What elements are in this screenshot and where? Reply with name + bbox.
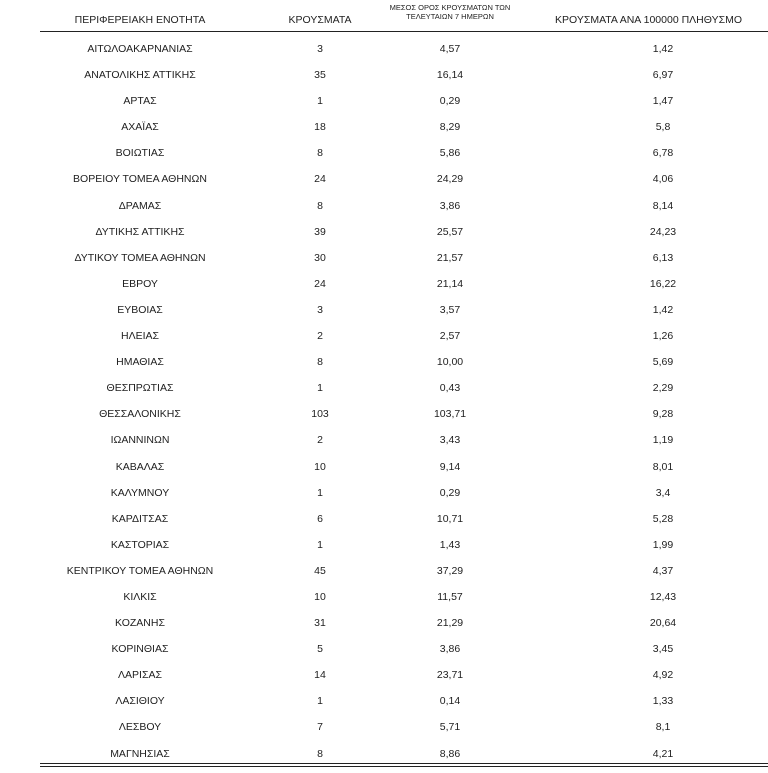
cell-avg7: 0,29: [439, 95, 461, 108]
cell-cases: 14: [314, 669, 326, 682]
cell-region: ΛΑΡΙΣΑΣ: [118, 669, 162, 682]
cell-avg7: 8,29: [439, 121, 461, 134]
cell-per100k: 4,37: [652, 564, 674, 577]
cell-cases: 24: [314, 277, 326, 290]
footer-rule: [40, 763, 768, 764]
cell-per100k: 3,4: [655, 486, 671, 499]
cell-cases: 1: [317, 695, 323, 708]
table-row: [0, 584, 768, 610]
cell-avg7: 5,86: [439, 147, 461, 160]
cell-avg7: 0,43: [439, 382, 461, 395]
cell-per100k: 6,78: [652, 147, 674, 160]
cell-per100k: 8,01: [652, 460, 674, 473]
cell-avg7: 21,57: [436, 251, 464, 264]
table-row: [0, 506, 768, 532]
cell-region: ΚΟΖΑΝΗΣ: [115, 617, 165, 630]
cell-cases: 103: [311, 408, 329, 421]
cell-per100k: 5,69: [652, 356, 674, 369]
cell-region: ΕΥΒΟΙΑΣ: [117, 303, 163, 316]
cell-avg7: 37,29: [436, 564, 464, 577]
table-row: [0, 193, 768, 219]
cell-cases: 10: [314, 590, 326, 603]
cell-region: ΚΑΣΤΟΡΙΑΣ: [110, 538, 170, 551]
cell-region: ΑΧΑΪΑΣ: [121, 121, 159, 134]
cell-cases: 18: [314, 121, 326, 134]
table-row: [0, 662, 768, 688]
cell-cases: 5: [317, 643, 323, 656]
cell-region: ΛΕΣΒΟΥ: [118, 721, 162, 734]
cell-avg7: 21,29: [436, 617, 464, 630]
cell-per100k: 1,19: [652, 434, 674, 447]
cell-avg7: 24,29: [436, 173, 464, 186]
cell-region: ΒΟΡΕΙΟΥ ΤΟΜΕΑ ΑΘΗΝΩΝ: [73, 173, 207, 186]
table-row: [0, 219, 768, 245]
cell-cases: 8: [317, 147, 323, 160]
cell-cases: 2: [317, 434, 323, 447]
cell-avg7: 9,14: [439, 460, 461, 473]
cell-region: ΑΡΤΑΣ: [123, 95, 157, 108]
cell-region: ΗΛΕΙΑΣ: [120, 330, 159, 343]
cell-avg7: 23,71: [436, 669, 464, 682]
cell-per100k: 12,43: [649, 590, 677, 603]
cell-cases: 1: [317, 486, 323, 499]
cell-avg7: 25,57: [436, 225, 464, 238]
cell-per100k: 1,26: [652, 330, 674, 343]
cell-cases: 8: [317, 356, 323, 369]
cell-cases: 7: [317, 721, 323, 734]
cell-per100k: 6,97: [652, 69, 674, 82]
cell-avg7: 8,86: [439, 747, 461, 760]
cell-avg7: 1,43: [439, 538, 461, 551]
cell-per100k: 1,33: [652, 695, 674, 708]
cell-per100k: 1,47: [652, 95, 674, 108]
cell-cases: 10: [314, 460, 326, 473]
table-row: [0, 323, 768, 349]
table-row: [0, 88, 768, 114]
cell-region: ΚΑΛΥΜΝΟΥ: [110, 486, 170, 499]
cell-cases: 2: [317, 330, 323, 343]
cell-cases: 1: [317, 95, 323, 108]
table-row: [0, 636, 768, 662]
cell-per100k: 16,22: [649, 277, 677, 290]
cell-cases: 8: [317, 199, 323, 212]
cell-per100k: 6,13: [652, 251, 674, 264]
table-row: [0, 558, 768, 584]
cell-region: ΚΑΒΑΛΑΣ: [115, 460, 165, 473]
table-row: [0, 297, 768, 323]
cell-cases: 8: [317, 747, 323, 760]
cell-per100k: 1,42: [652, 303, 674, 316]
table-body: [0, 36, 768, 767]
table-row: [0, 140, 768, 166]
cell-avg7: 16,14: [436, 69, 464, 82]
header-avg7: ΜΕΣΟΣ ΟΡΟΣ ΚΡΟΥΣΜΑΤΩΝ ΤΩΝ ΤΕΛΕΥΤΑΙΩΝ 7 ΗΜΕΡΩΝ: [389, 3, 511, 21]
cell-avg7: 4,57: [439, 43, 461, 55]
cell-cases: 3: [317, 43, 323, 55]
cell-per100k: 8,14: [652, 199, 674, 212]
table-row: [0, 271, 768, 297]
table-row: [0, 427, 768, 453]
cell-avg7: 3,86: [439, 199, 461, 212]
cell-avg7: 0,29: [439, 486, 461, 499]
cell-region: ΘΕΣΣΑΛΟΝΙΚΗΣ: [99, 408, 181, 421]
cell-cases: 35: [314, 69, 326, 82]
header-per100k: ΚΡΟΥΣΜΑΤΑ ΑΝΑ 100000 ΠΛΗΘΥΣΜΟ: [555, 14, 742, 26]
cell-region: ΕΒΡΟΥ: [122, 277, 158, 290]
cell-region: ΔΥΤΙΚΗΣ ΑΤΤΙΚΗΣ: [95, 225, 185, 238]
cell-cases: 24: [314, 173, 326, 186]
cell-avg7: 3,86: [439, 643, 461, 656]
cell-per100k: 2,29: [652, 382, 674, 395]
footer-rule-double: [40, 766, 768, 767]
cell-per100k: 5,8: [655, 121, 671, 134]
table-row: [0, 610, 768, 636]
table-row: [0, 480, 768, 506]
cell-per100k: 5,28: [652, 512, 674, 525]
cell-cases: 1: [317, 538, 323, 551]
table-row: [0, 454, 768, 480]
cell-region: ΚΙΛΚΙΣ: [123, 590, 157, 603]
cell-avg7: 0,14: [439, 695, 461, 708]
cell-avg7: 10,00: [436, 356, 464, 369]
cell-per100k: 4,92: [652, 669, 674, 682]
cell-avg7: 5,71: [439, 721, 461, 734]
cell-per100k: 20,64: [649, 617, 677, 630]
cell-avg7: 10,71: [436, 512, 464, 525]
table-row: [0, 62, 768, 88]
table-row: [0, 688, 768, 714]
cell-avg7: 3,43: [439, 434, 461, 447]
cell-region: ΒΟΙΩΤΙΑΣ: [115, 147, 165, 160]
cell-avg7: 2,57: [439, 330, 461, 343]
cell-region: ΔΡΑΜΑΣ: [118, 199, 162, 212]
table-row: [0, 114, 768, 140]
cell-per100k: 4,21: [652, 747, 674, 760]
header-region: ΠΕΡΙΦΕΡΕΙΑΚΗ ΕΝΟΤΗΤΑ: [74, 14, 206, 26]
cell-region: ΚΕΝΤΡΙΚΟΥ ΤΟΜΕΑ ΑΘΗΝΩΝ: [66, 564, 214, 577]
header-cases: ΚΡΟΥΣΜΑΤΑ: [288, 14, 352, 26]
cell-region: ΔΥΤΙΚΟΥ ΤΟΜΕΑ ΑΘΗΝΩΝ: [74, 251, 206, 264]
table-row: [0, 401, 768, 427]
table-header: [0, 0, 768, 32]
cell-region: ΑΙΤΩΛΟΑΚΑΡΝΑΝΙΑΣ: [87, 43, 193, 55]
cell-per100k: 3,45: [652, 643, 674, 656]
cell-per100k: 9,28: [652, 408, 674, 421]
cell-per100k: 1,99: [652, 538, 674, 551]
cell-avg7: 11,57: [437, 590, 463, 603]
cell-region: ΚΑΡΔΙΤΣΑΣ: [111, 512, 169, 525]
cell-region: ΚΟΡΙΝΘΙΑΣ: [111, 643, 169, 656]
table-row: [0, 245, 768, 271]
cell-avg7: 21,14: [436, 277, 464, 290]
cell-per100k: 24,23: [649, 225, 677, 238]
table-row: [0, 714, 768, 740]
table-row: [0, 375, 768, 401]
cell-region: ΘΕΣΠΡΩΤΙΑΣ: [106, 382, 174, 395]
cell-per100k: 4,06: [652, 173, 674, 186]
cell-avg7: 103,71: [433, 408, 467, 421]
cell-avg7: 3,57: [439, 303, 461, 316]
cell-cases: 3: [317, 303, 323, 316]
table-row: [0, 166, 768, 192]
cell-cases: 39: [314, 225, 326, 238]
cell-region: ΑΝΑΤΟΛΙΚΗΣ ΑΤΤΙΚΗΣ: [84, 69, 196, 82]
header-rule: [40, 31, 768, 32]
table-row: [0, 349, 768, 375]
table-row: [0, 36, 768, 62]
cell-region: ΜΑΓΝΗΣΙΑΣ: [110, 747, 170, 760]
cell-per100k: 8,1: [655, 721, 671, 734]
cell-region: ΛΑΣΙΘΙΟΥ: [115, 695, 165, 708]
table-row: [0, 532, 768, 558]
cell-cases: 30: [314, 251, 326, 264]
cell-per100k: 1,42: [652, 43, 674, 55]
cell-region: ΙΩΑΝΝΙΝΩΝ: [110, 434, 170, 447]
cell-cases: 6: [317, 512, 323, 525]
cell-cases: 31: [314, 617, 326, 630]
cell-region: ΗΜΑΘΙΑΣ: [116, 356, 164, 369]
cell-cases: 45: [314, 564, 326, 577]
cell-cases: 1: [317, 382, 323, 395]
